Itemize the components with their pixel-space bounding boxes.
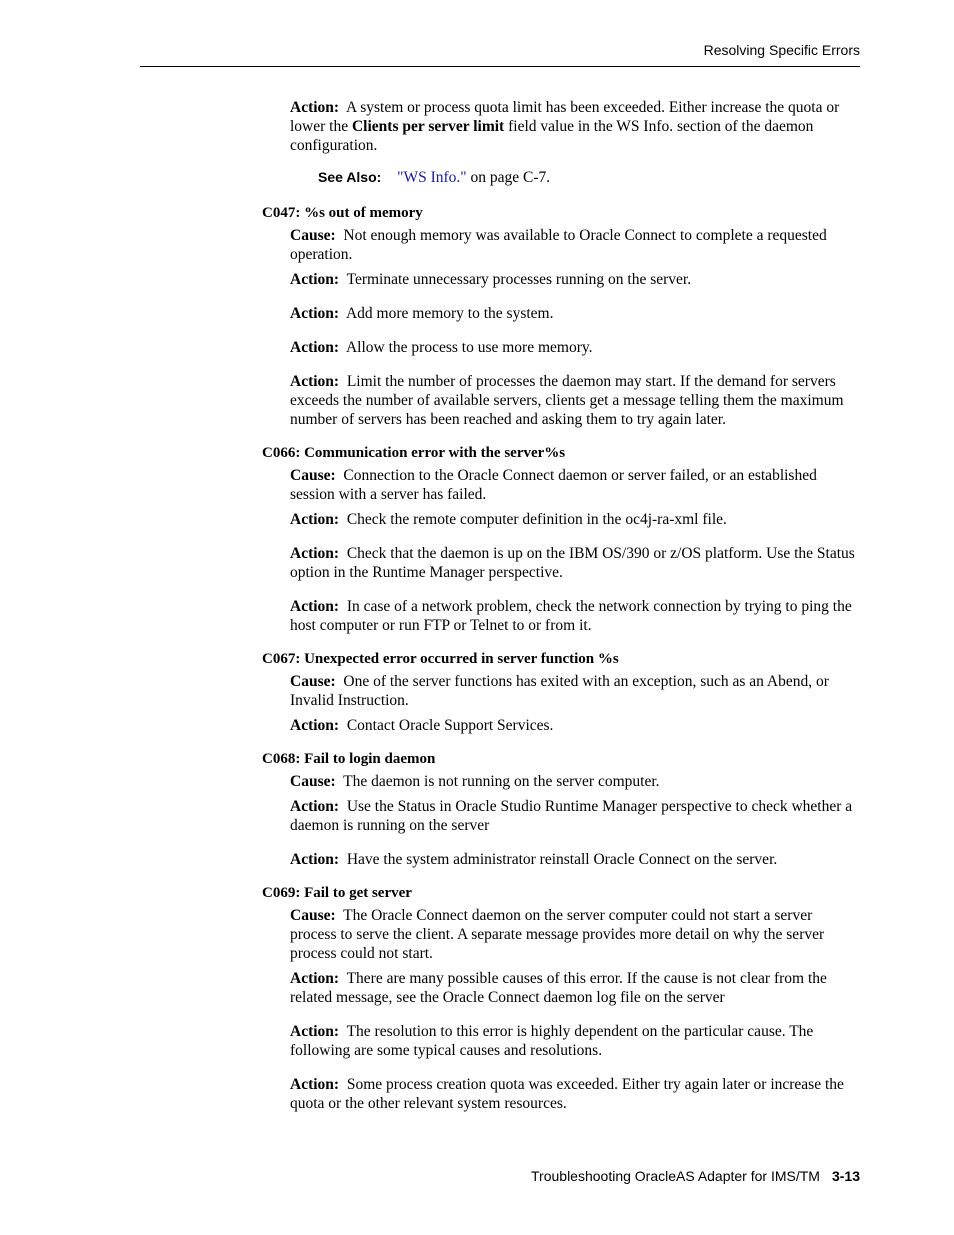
footer-title: Troubleshooting OracleAS Adapter for IMS/TM — [531, 1168, 820, 1184]
page-content — [262, 98, 860, 1128]
cause-c068: Cause: The daemon is not running on the server computer. — [290, 773, 660, 790]
action-c068-2: Action: Have the system administrator reinstall Oracle Connect on the server. — [290, 851, 778, 868]
cause-c067: Cause: One of the server functions has exited with an exception, such as an Abend, or Invalid Instruction. — [290, 673, 829, 709]
error-heading-c068: C068: Fail to login daemon — [262, 751, 436, 767]
header-divider — [140, 66, 860, 67]
action-c047-2: Action: Add more memory to the system. — [290, 305, 554, 322]
ws-info-link[interactable]: "WS Info." — [397, 169, 467, 186]
error-heading-c069: C069: Fail to get server — [262, 885, 412, 901]
cause-c066: Cause: Connection to the Oracle Connect daemon or server failed, or an established session with a server has failed. — [290, 467, 817, 503]
error-heading-c066: C066: Communication error with the server%s — [262, 445, 566, 461]
error-heading-c047: C047: %s out of memory — [262, 205, 423, 221]
action-c066-2: Action: Check that the daemon is up on the IBM OS/390 or z/OS platform. Use the Status option in the Runtime Manager perspective. — [290, 545, 855, 581]
action-c047-3: Action: Allow the process to use more memory. — [290, 339, 593, 356]
see-also-label: See Also: — [318, 169, 382, 185]
action-c068-1: Action: Use the Status in Oracle Studio Runtime Manager perspective to check whether a daemon is running on the server — [290, 798, 853, 834]
cause-c047: Cause: Not enough memory was available to Oracle Connect to complete a requested operation. — [290, 227, 827, 263]
action-c067-1: Action: Contact Oracle Support Services. — [290, 717, 554, 734]
action-c069-3: Action: Some process creation quota was exceeded. Either try again later or increase the quota or the other relevant system resources. — [290, 1076, 844, 1112]
action-c066-3: Action: In case of a network problem, check the network connection by trying to ping the host computer or run FTP or Telnet to or from it. — [290, 598, 852, 634]
action-c069-2: Action: The resolution to this error is highly dependent on the particular cause. The following are some typical causes and resolutions. — [290, 1023, 814, 1059]
action-label: Action: — [290, 99, 340, 116]
page-number: 3-13 — [831, 1168, 860, 1184]
action-c069-1: Action: There are many possible causes of this error. If the cause is not clear from the related message, see the Oracle Connect daemon log file on the server — [290, 970, 827, 1006]
see-also: See Also: "WS Info." on page C-7. — [318, 169, 551, 186]
action-c047-4: Action: Limit the number of processes the daemon may start. If the demand for servers exceeds the number of available servers, clients get a message telling them the maximum number of servers has been reached and asking them to try again later. — [290, 373, 844, 428]
action-c066-1: Action: Check the remote computer definition in the oc4j-ra-xml file. — [290, 511, 727, 528]
action-c047-1: Action: Terminate unnecessary processes running on the server. — [290, 271, 692, 288]
intro-action: Action: A system or process quota limit has been exceeded. Either increase the quota or lower the Clients per server limit field value in the WS Info. section of the daemon configuration. — [290, 99, 840, 154]
error-heading-c067: C067: Unexpected error occurred in server function %s — [262, 651, 619, 667]
running-header: Resolving Specific Errors — [703, 42, 860, 58]
cause-c069: Cause: The Oracle Connect daemon on the server computer could not start a server process to serve the client. A separate message provides more detail on why the server process could not start. — [290, 907, 825, 962]
page-footer — [531, 1168, 860, 1184]
